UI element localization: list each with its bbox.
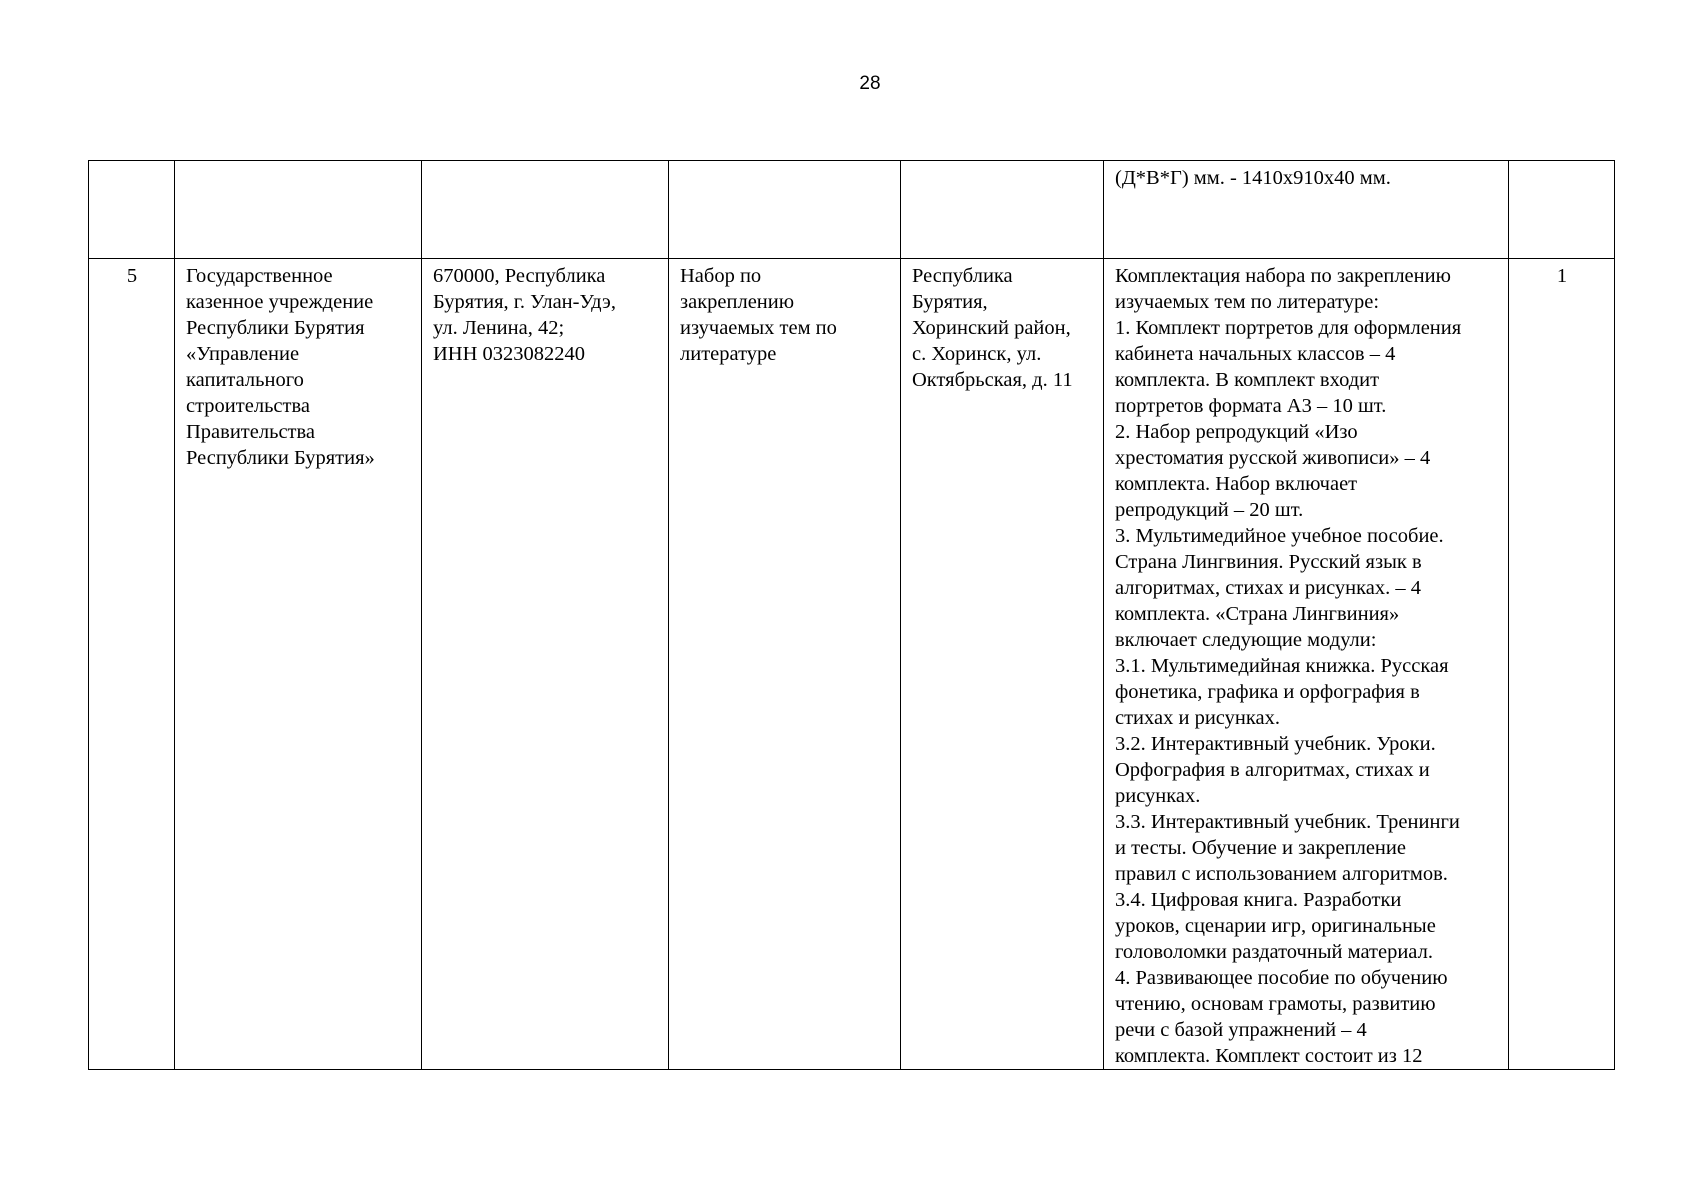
- cell-num: 5: [89, 259, 175, 1070]
- text-line: капитального: [186, 369, 304, 391]
- text-line: фонетика, графика и орфография в: [1115, 681, 1420, 703]
- text-line: 2. Набор репродукций «Изо: [1115, 421, 1358, 443]
- cell-address: [422, 259, 669, 1070]
- text-line: речи с базой упражнений – 4: [1115, 1019, 1367, 1041]
- text-line: «Управление: [186, 343, 300, 365]
- text-line: портретов формата А3 – 10 шт.: [1115, 395, 1387, 417]
- text-line: Бурятия, г. Улан-Удэ,: [433, 291, 616, 313]
- cell-description: (Д*В*Г) мм. - 1410х910х40 мм.: [1104, 161, 1509, 259]
- text-line: казенное учреждение: [186, 291, 374, 313]
- text-line: Страна Лингвиния. Русский язык в: [1115, 551, 1422, 573]
- text-line: хрестоматия русской живописи» – 4: [1115, 447, 1431, 469]
- text-line: чтению, основам грамоты, развитию: [1115, 993, 1436, 1015]
- text-line: 3.4. Цифровая книга. Разработки: [1115, 889, 1402, 911]
- text-line: кабинета начальных классов – 4: [1115, 343, 1396, 365]
- text-line: Государственное: [186, 265, 333, 287]
- text-line: 3.2. Интерактивный учебник. Уроки.: [1115, 733, 1436, 755]
- text-line: правил с использованием алгоритмов.: [1115, 863, 1448, 885]
- text-line: литературе: [680, 343, 777, 365]
- text-line: Республики Бурятия: [186, 317, 365, 339]
- text-line: 3.3. Интерактивный учебник. Тренинги: [1115, 811, 1460, 833]
- document-table: [88, 160, 1615, 1070]
- text-line: Республики Бурятия»: [186, 447, 375, 469]
- cell-delivery: [901, 259, 1104, 1070]
- cell-customer: [175, 259, 422, 1070]
- text-line: ул. Ленина, 42;: [433, 317, 565, 339]
- text-line: рисунках.: [1115, 785, 1201, 807]
- text-line: головоломки раздаточный материал.: [1115, 941, 1433, 963]
- text-line: комплекта. Набор включает: [1115, 473, 1358, 495]
- cell-item: [669, 161, 901, 259]
- text-line: комплекта. «Страна Лингвиния»: [1115, 603, 1400, 625]
- page-number: 28: [859, 73, 881, 94]
- text-line: Октябрьская, д. 11: [912, 369, 1073, 391]
- cell-num: [89, 161, 175, 259]
- cell-item: [669, 259, 901, 1070]
- text-line: 670000, Республика: [433, 265, 606, 287]
- text-line: изучаемых тем по литературе:: [1115, 291, 1380, 313]
- text-line: Правительства: [186, 421, 316, 443]
- text-line: Республика: [912, 265, 1013, 287]
- text-line: включает следующие модули:: [1115, 629, 1377, 651]
- cell-customer: [175, 161, 422, 259]
- text-line: с. Хоринск, ул.: [912, 343, 1042, 365]
- text-line: и тесты. Обучение и закрепление: [1115, 837, 1406, 859]
- text-line: стихах и рисунках.: [1115, 707, 1280, 729]
- text-line: комплекта. Комплект состоит из 12: [1115, 1045, 1423, 1067]
- table-row-continuation: [89, 161, 1615, 259]
- text-line: строительства: [186, 395, 310, 417]
- text-line: Набор по: [680, 265, 762, 287]
- text-line: 3.1. Мультимедийная книжка. Русская: [1115, 655, 1449, 677]
- text-line: 3. Мультимедийное учебное пособие.: [1115, 525, 1444, 547]
- text-line: Хоринский район,: [912, 317, 1071, 339]
- cell-delivery: [901, 161, 1104, 259]
- text-line: алгоритмах, стихах и рисунках. – 4: [1115, 577, 1421, 599]
- text-line: Бурятия,: [912, 291, 988, 313]
- cell-quantity: 1: [1509, 259, 1615, 1070]
- text-line: закреплению: [680, 291, 795, 313]
- text-line: Комплектация набора по закреплению: [1115, 265, 1451, 287]
- cell-description: [1104, 259, 1509, 1070]
- table-row-5: [89, 259, 1615, 1070]
- text-line: 4. Развивающее пособие по обучению: [1115, 967, 1448, 989]
- text-line: Орфография в алгоритмах, стихах и: [1115, 759, 1430, 781]
- text-line: ИНН 0323082240: [433, 343, 586, 365]
- text-line: репродукций – 20 шт.: [1115, 499, 1304, 521]
- text-line: уроков, сценарии игр, оригинальные: [1115, 915, 1436, 937]
- text-line: комплекта. В комплект входит: [1115, 369, 1380, 391]
- cell-address: [422, 161, 669, 259]
- text-line: 1. Комплект портретов для оформления: [1115, 317, 1462, 339]
- text-line: изучаемых тем по: [680, 317, 837, 339]
- cell-quantity: [1509, 161, 1615, 259]
